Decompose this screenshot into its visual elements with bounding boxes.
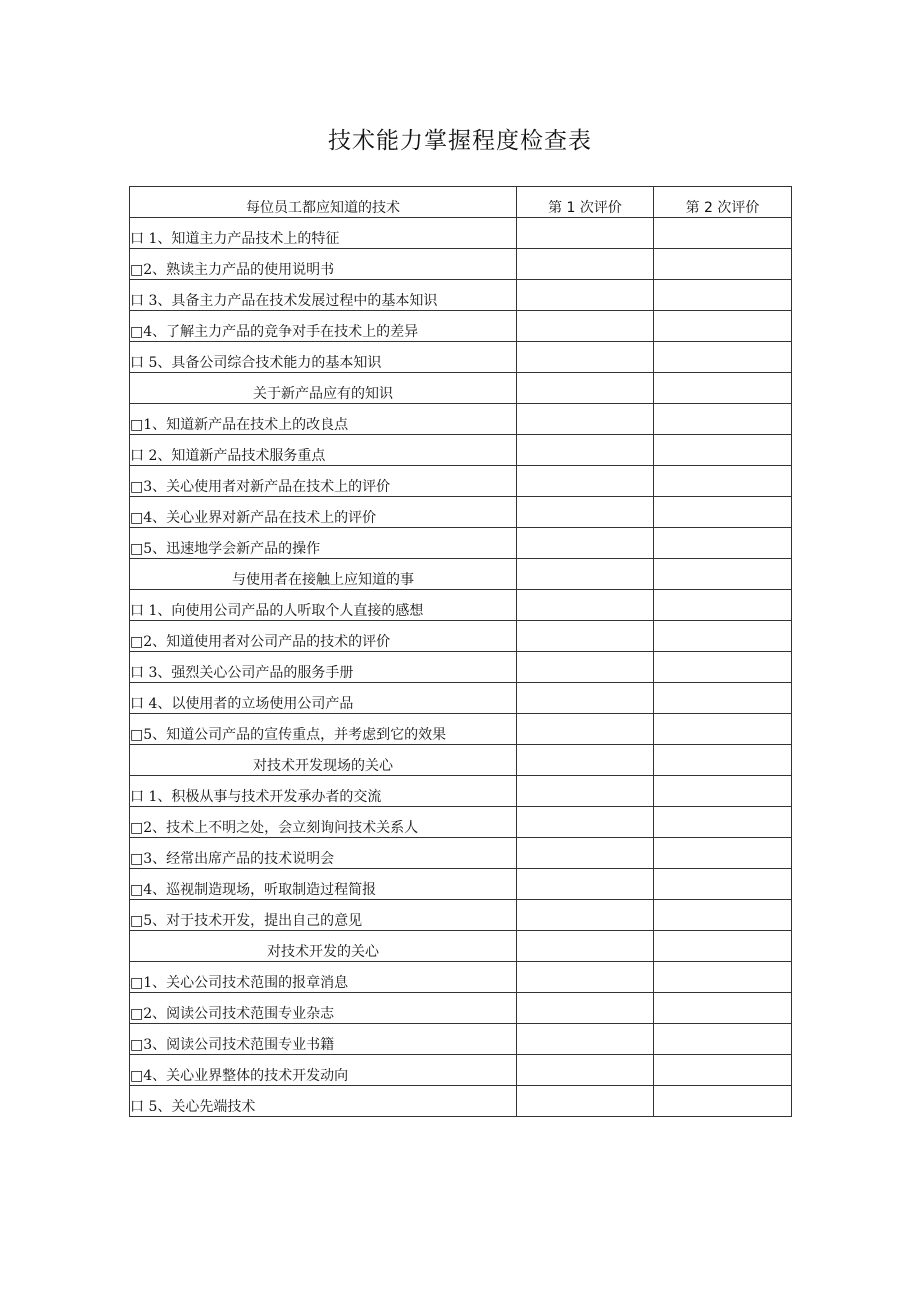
eval-cell-2[interactable] [654,590,792,621]
eval-cell-1[interactable] [517,218,654,249]
table-row [130,218,792,249]
check-item: 口 5、具备公司综合技术能力的基本知识 [130,342,517,373]
eval-cell-1[interactable] [517,621,654,652]
header-eval-1: 第 1 次评价 [517,187,654,218]
eval-cell-2[interactable] [654,466,792,497]
eval-cell-1[interactable] [517,652,654,683]
eval-cell-2[interactable] [654,869,792,900]
section-heading: 与使用者在接触上应知道的事 [130,559,517,590]
eval-cell-1[interactable] [517,528,654,559]
check-item: □4、关心业界对新产品在技术上的评价 [130,497,517,528]
section-heading-row [130,745,792,776]
eval-cell-1[interactable] [517,776,654,807]
check-item: □4、了解主力产品的竞争对手在技术上的差异 [130,311,517,342]
check-item: 口 1、向使用公司产品的人听取个人直接的感想 [130,590,517,621]
table-row [130,993,792,1024]
page-title: 技术能力掌握程度检查表 [328,128,592,154]
table-row [130,466,792,497]
check-item: □5、知道公司产品的宣传重点，并考虑到它的效果 [130,714,517,745]
table-header-row [130,187,792,218]
check-item: 口 3、强烈关心公司产品的服务手册 [130,652,517,683]
table-row [130,311,792,342]
eval-cell-2[interactable] [654,1024,792,1055]
eval-cell-1[interactable] [517,404,654,435]
table-row [130,776,792,807]
check-item: □4、关心业界整体的技术开发动向 [130,1055,517,1086]
eval-cell-1[interactable] [517,1024,654,1055]
eval-cell-2[interactable] [654,776,792,807]
eval-cell-2[interactable] [654,745,792,776]
eval-cell-2[interactable] [654,497,792,528]
table-row [130,683,792,714]
table-row [130,528,792,559]
check-table-body [130,187,792,1117]
table-row [130,280,792,311]
eval-cell-2[interactable] [654,559,792,590]
check-item: □5、对于技术开发，提出自己的意见 [130,900,517,931]
eval-cell-2[interactable] [654,404,792,435]
check-item: 口 3、具备主力产品在技术发展过程中的基本知识 [130,280,517,311]
check-table [129,186,792,1117]
table-row [130,435,792,466]
eval-cell-2[interactable] [654,249,792,280]
eval-cell-1[interactable] [517,714,654,745]
eval-cell-1[interactable] [517,559,654,590]
section-heading-row [130,931,792,962]
check-item: □2、技术上不明之处，会立刻询问技术关系人 [130,807,517,838]
check-item: 口 1、积极从事与技术开发承办者的交流 [130,776,517,807]
section-heading: 对技术开发的关心 [130,931,517,962]
eval-cell-1[interactable] [517,311,654,342]
check-item: □2、知道使用者对公司产品的技术的评价 [130,621,517,652]
eval-cell-1[interactable] [517,497,654,528]
table-row [130,249,792,280]
table-row [130,869,792,900]
eval-cell-2[interactable] [654,1086,792,1117]
eval-cell-2[interactable] [654,280,792,311]
check-item: □3、经常出席产品的技术说明会 [130,838,517,869]
eval-cell-2[interactable] [654,311,792,342]
table-row [130,807,792,838]
eval-cell-1[interactable] [517,993,654,1024]
eval-cell-2[interactable] [654,931,792,962]
eval-cell-1[interactable] [517,900,654,931]
check-item: 口 4、以使用者的立场使用公司产品 [130,683,517,714]
eval-cell-2[interactable] [654,342,792,373]
eval-cell-1[interactable] [517,962,654,993]
table-row [130,962,792,993]
eval-cell-2[interactable] [654,1055,792,1086]
eval-cell-2[interactable] [654,683,792,714]
eval-cell-2[interactable] [654,652,792,683]
check-item: 口 1、知道主力产品技术上的特征 [130,218,517,249]
eval-cell-1[interactable] [517,683,654,714]
table-row [130,497,792,528]
eval-cell-1[interactable] [517,931,654,962]
table-row [130,590,792,621]
eval-cell-2[interactable] [654,218,792,249]
eval-cell-2[interactable] [654,714,792,745]
table-row [130,1055,792,1086]
check-item: 口 2、知道新产品技术服务重点 [130,435,517,466]
section-heading: 关于新产品应有的知识 [130,373,517,404]
table-row [130,652,792,683]
eval-cell-2[interactable] [654,528,792,559]
eval-cell-1[interactable] [517,838,654,869]
eval-cell-1[interactable] [517,342,654,373]
check-item: □1、知道新产品在技术上的改良点 [130,404,517,435]
eval-cell-2[interactable] [654,993,792,1024]
table-row [130,714,792,745]
header-topic: 每位员工都应知道的技术 [130,187,517,218]
eval-cell-2[interactable] [654,621,792,652]
eval-cell-1[interactable] [517,373,654,404]
check-item: □3、关心使用者对新产品在技术上的评价 [130,466,517,497]
section-heading-row [130,373,792,404]
table-row [130,900,792,931]
table-row [130,621,792,652]
table-row [130,342,792,373]
check-item: □2、熟读主力产品的使用说明书 [130,249,517,280]
eval-cell-1[interactable] [517,745,654,776]
eval-cell-2[interactable] [654,435,792,466]
table-row [130,838,792,869]
eval-cell-1[interactable] [517,590,654,621]
table-row [130,1086,792,1117]
eval-cell-1[interactable] [517,1086,654,1117]
eval-cell-2[interactable] [654,807,792,838]
eval-cell-1[interactable] [517,249,654,280]
eval-cell-1[interactable] [517,435,654,466]
eval-cell-2[interactable] [654,900,792,931]
eval-cell-1[interactable] [517,280,654,311]
check-item: □1、关心公司技术范围的报章消息 [130,962,517,993]
check-item: 口 5、关心先端技术 [130,1086,517,1117]
table-row [130,1024,792,1055]
eval-cell-2[interactable] [654,373,792,404]
eval-cell-2[interactable] [654,838,792,869]
section-heading-row [130,559,792,590]
table-row [130,404,792,435]
header-eval-2: 第 2 次评价 [654,187,792,218]
check-item: □2、阅读公司技术范围专业杂志 [130,993,517,1024]
eval-cell-1[interactable] [517,807,654,838]
check-item: □4、巡视制造现场，听取制造过程简报 [130,869,517,900]
check-item: □5、迅速地学会新产品的操作 [130,528,517,559]
eval-cell-1[interactable] [517,466,654,497]
eval-cell-1[interactable] [517,1055,654,1086]
eval-cell-2[interactable] [654,962,792,993]
eval-cell-1[interactable] [517,869,654,900]
section-heading: 对技术开发现场的关心 [130,745,517,776]
check-item: □3、阅读公司技术范围专业书籍 [130,1024,517,1055]
